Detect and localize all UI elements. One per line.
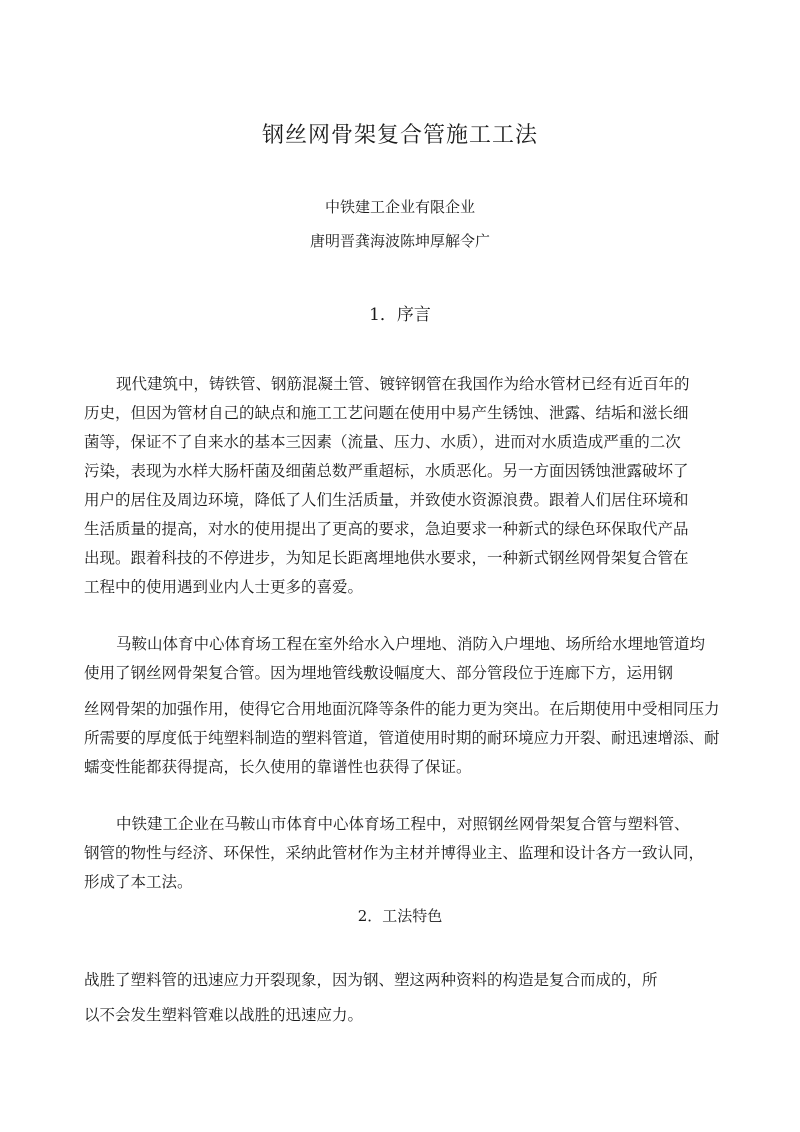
paragraph-line: 菌等，保证不了自来水的基本三因素（流量、压力、水质），进而对水质造成严重的二次 xyxy=(84,433,681,451)
paragraph-line: 蠕变性能都获得提高，长久使用的靠谱性也获得了保证。 xyxy=(84,758,472,776)
paragraph-line: 丝网骨架的加强作用，使得它合用地面沉降等条件的能力更为突出。在后期使用中受相同压力 xyxy=(84,700,720,718)
author-list: 唐明晋龚海波陈坤厚解令广 xyxy=(309,232,490,250)
section-heading-features: 2．工法特色 xyxy=(357,907,443,925)
paragraph-line: 战胜了塑料管的迅速应力开裂现象，因为钢、塑这两种资料的构造是复合而成的，所 xyxy=(84,971,658,989)
paragraph-line: 工程中的使用遇到业内人士更多的喜爱。 xyxy=(84,578,364,596)
paragraph-line: 历史，但因为管材自己的缺点和施工工艺问题在使用中易产生锈蚀、泄露、结垢和滋长细 xyxy=(84,404,689,422)
paragraph-line: 用户的居住及周边环境，降低了人们生活质量，并致使水资源浪费。跟着人们居住环境和 xyxy=(84,491,689,509)
paragraph-line: 钢管的物性与经济、环保性，采纳此管材作为主材并博得业主、监理和设计各方一致认同， xyxy=(84,844,705,862)
paragraph-line: 使用了钢丝网骨架复合管。因为埋地管线敷设幅度大、部分管段位于连廊下方，运用钢 xyxy=(84,664,674,682)
paragraph-line: 形成了本工法。 xyxy=(84,873,193,891)
document-title: 钢丝网骨架复合管施工工法 xyxy=(261,123,538,148)
section-heading-intro: 1．序言 xyxy=(369,305,431,325)
organization-name: 中铁建工企业有限企业 xyxy=(324,198,475,216)
paragraph-line: 现代建筑中，铸铁管、钢筋混凝土管、镀锌钢管在我国作为给水管材已经有近百年的 xyxy=(116,375,690,393)
paragraph-line: 生活质量的提高，对水的使用提出了更高的要求，急迫要求一种新式的绿色环保取代产品 xyxy=(84,520,689,538)
paragraph-line: 中铁建工企业在马鞍山市体育中心体育场工程中，对照钢丝网骨架复合管与塑料管、 xyxy=(116,815,690,833)
paragraph-line: 马鞍山体育中心体育场工程在室外给水入户埋地、消防入户埋地、场所给水埋地管道均 xyxy=(116,635,706,653)
paragraph-line: 出现。跟着科技的不停进步，为知足长距离埋地供水要求，一种新式钢丝网骨架复合管在 xyxy=(84,549,689,567)
paragraph-line: 污染，表现为水样大肠杆菌及细菌总数严重超标，水质恶化。另一方面因锈蚀泄露破坏了 xyxy=(84,462,689,480)
paragraph-line: 所需要的厚度低于纯塑料制造的塑料管道，管道使用时期的耐环境应力开裂、耐迅速增添、耐 xyxy=(84,729,720,747)
paragraph-line: 以不会发生塑料管难以战胜的迅速应力。 xyxy=(84,1006,364,1024)
